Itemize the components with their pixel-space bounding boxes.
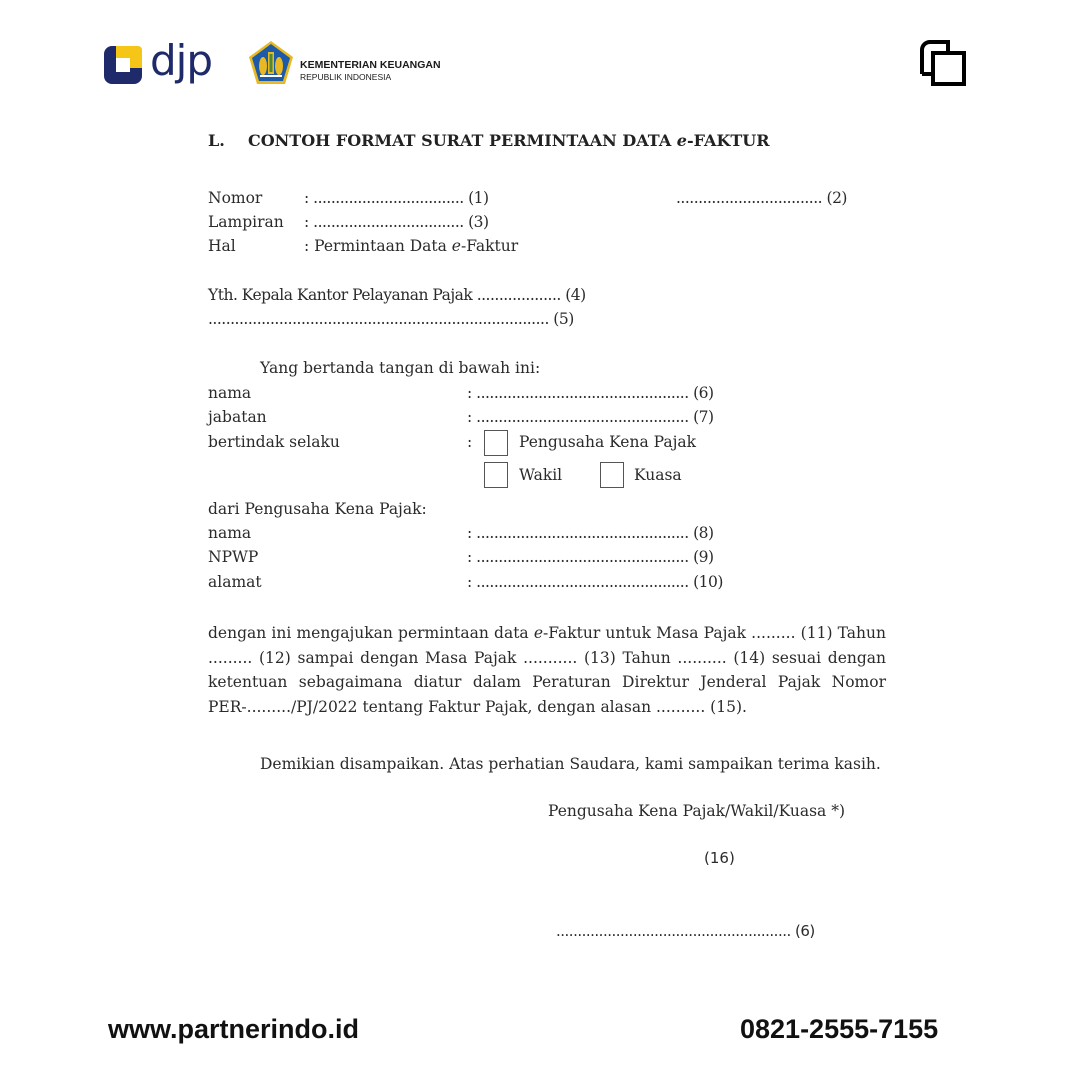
- pkp-field-npwp: [208, 548, 714, 566]
- website-link[interactable]: www.partnerindo.id: [108, 1014, 360, 1044]
- kemenkeu-logo: [248, 40, 448, 86]
- section-title: L. CONTOH FORMAT SURAT PERMINTAAN DATA e-FAKTUR: [208, 131, 770, 150]
- acting-as-colon: :: [467, 433, 473, 451]
- pkp-field-alamat: [208, 573, 723, 591]
- hal-row: [208, 237, 519, 255]
- pkp-intro: dari Pengusaha Kena Pajak:: [208, 500, 427, 518]
- copy-icon[interactable]: [918, 38, 968, 88]
- signer-field-nama: [208, 384, 714, 402]
- kemenkeu-title: KEMENTERIAN KEUANGAN: [300, 59, 441, 71]
- option-pkp-label: Pengusaha Kena Pajak: [519, 433, 697, 451]
- recipient-line-2: ............................................................................. (5): [208, 310, 574, 328]
- nomor-value: : .................................. (1): [304, 189, 489, 207]
- checkbox-wakil[interactable]: [484, 462, 508, 488]
- place-date-field: ................................. (2): [676, 189, 847, 207]
- field-label: nama: [208, 524, 252, 542]
- request-paragraph: dengan ini mengajukan permintaan data e-Faktur untuk Masa Pajak ......... (11) Tahun ......... (12) sampai dengan Masa Pajak ........... (13) Tahun .......... (14) sesuai dengan ketentuan sebagaimana diatur dalam Peraturan Direktur Jenderal Pajak Nomor PER-........./PJ/2022 tentang Faktur Pajak, dengan alasan .......... (15).: [208, 624, 886, 716]
- acting-as-label: bertindak selaku: [208, 433, 340, 451]
- phone-number: 0821-2555-7155: [740, 1014, 939, 1044]
- pkp-field-nama: [208, 524, 714, 542]
- nomor-row: [208, 189, 489, 207]
- djp-logo-text: djp: [150, 36, 212, 85]
- kemenkeu-subtitle: REPUBLIK INDONESIA: [300, 72, 392, 82]
- lampiran-row: [208, 213, 489, 231]
- checkbox-pkp[interactable]: [484, 430, 508, 456]
- checkbox-kuasa[interactable]: [600, 462, 624, 488]
- hal-value: : Permintaan Data e-Faktur: [304, 237, 519, 255]
- field-label: nama: [208, 384, 252, 402]
- signature-name-field: ....................................................... (6): [556, 922, 815, 940]
- field-label: alamat: [208, 573, 262, 591]
- option-wakil-label: Wakil: [519, 466, 563, 484]
- field-value: : ................................................ (8): [467, 524, 714, 542]
- field-value: : ................................................ (10): [467, 573, 723, 591]
- closing-paragraph: Demikian disampaikan. Atas perhatian Saudara, kami sampaikan terima kasih.: [260, 755, 881, 773]
- field-label: NPWP: [208, 548, 259, 566]
- field-value: : ................................................ (6): [467, 384, 714, 402]
- signature-marker: (16): [704, 849, 735, 867]
- field-label: jabatan: [208, 408, 267, 426]
- field-value: : ................................................ (9): [467, 548, 714, 566]
- option-kuasa-label: Kuasa: [634, 466, 682, 484]
- hal-label: Hal: [208, 237, 236, 255]
- signer-role: Pengusaha Kena Pajak/Wakil/Kuasa *): [548, 802, 845, 820]
- kemenkeu-emblem-icon: [248, 40, 294, 86]
- nomor-label: Nomor: [208, 189, 263, 207]
- field-value: : ................................................ (7): [467, 408, 714, 426]
- signer-field-jabatan: [208, 408, 714, 426]
- djp-logo: [102, 36, 214, 88]
- recipient-line-1: Yth. Kepala Kantor Pelayanan Pajak ................... (4): [208, 286, 586, 304]
- signer-intro: Yang bertanda tangan di bawah ini:: [260, 359, 541, 377]
- lampiran-value: : .................................. (3): [304, 213, 489, 231]
- djp-logo-mark-icon: [102, 44, 144, 86]
- lampiran-label: Lampiran: [208, 213, 284, 231]
- section-number: L.: [208, 131, 225, 150]
